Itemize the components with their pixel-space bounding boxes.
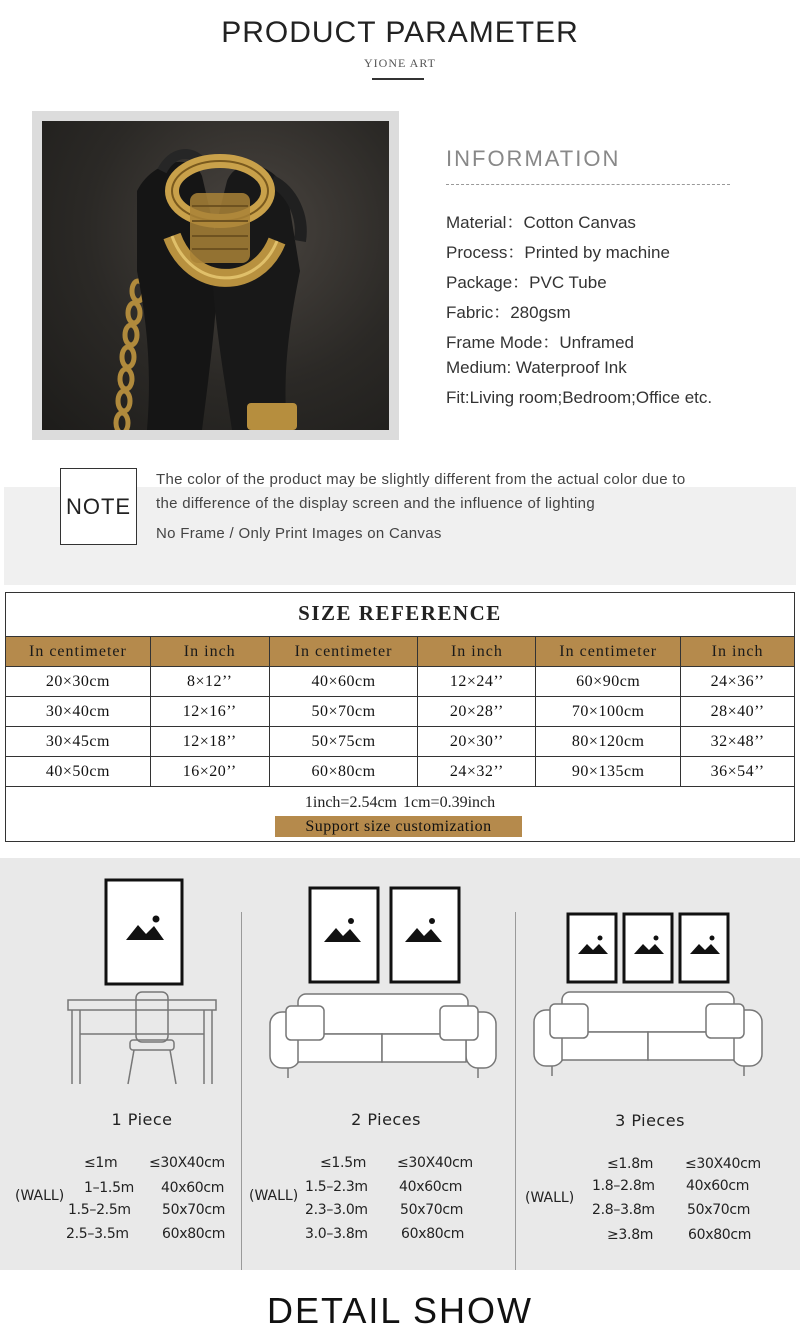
information-heading: INFORMATION	[446, 146, 621, 171]
column-header: In inch	[150, 637, 269, 667]
table-cell: 40×50cm	[6, 757, 151, 787]
frame-size: 40x60cm	[399, 1179, 463, 1195]
table-cell: 90×135cm	[536, 757, 681, 787]
layout-1-label: 1 Piece	[111, 1110, 173, 1129]
info-medium: Medium: Waterproof Ink	[446, 358, 627, 377]
table-cell: 8×12’’	[150, 667, 269, 697]
wall-width: ≥3.8m	[607, 1227, 654, 1243]
table-cell: 28×40’’	[681, 697, 795, 727]
table-cell: 40×60cm	[269, 667, 418, 697]
table-cell: 50×70cm	[269, 697, 418, 727]
column-header: In centimeter	[6, 637, 151, 667]
product-image	[42, 121, 389, 430]
table-cell: 50×75cm	[269, 727, 418, 757]
table-cell: 24×36’’	[681, 667, 795, 697]
table-cell: 32×48’’	[681, 727, 795, 757]
frame-size: 60x80cm	[401, 1226, 465, 1242]
frame-size: 50x70cm	[400, 1202, 464, 1218]
info-package: Package：PVC Tube	[446, 273, 607, 292]
frame-size: 40x60cm	[161, 1180, 225, 1196]
wall-width: 1.8–2.8m	[592, 1178, 655, 1194]
column-header: In inch	[418, 637, 536, 667]
note-line: the difference of the display screen and the influence of lighting	[156, 495, 595, 512]
column-header: In centimeter	[269, 637, 418, 667]
note-label: NOTE	[65, 493, 132, 519]
wall-width: 2.3–3.0m	[305, 1202, 368, 1218]
frame-size: ≤30X40cm	[397, 1155, 473, 1171]
table-cell: 12×18’’	[150, 727, 269, 757]
info-fit: Fit:Living room;Bedroom;Office etc.	[446, 388, 713, 407]
layout-divider	[515, 912, 516, 1270]
wall-width: ≤1.8m	[607, 1156, 654, 1172]
table-cell: 20×30cm	[6, 667, 151, 697]
size-table-header-row	[6, 637, 795, 667]
table-row	[6, 757, 795, 787]
size-reference-heading: SIZE REFERENCE	[298, 601, 502, 625]
wall-width: 1.5–2.3m	[305, 1179, 368, 1195]
title-underline	[372, 78, 424, 80]
wall-width: ≤1m	[84, 1155, 118, 1171]
table-cell: 30×40cm	[6, 697, 151, 727]
wall-width: 1–1.5m	[84, 1180, 135, 1196]
table-cell: 20×28’’	[418, 697, 536, 727]
note-label-box	[60, 468, 137, 545]
frame-size: ≤30X40cm	[685, 1156, 761, 1172]
wall-tag: (WALL)	[249, 1188, 299, 1204]
page-title: PRODUCT PARAMETER	[221, 16, 579, 49]
size-table	[5, 636, 795, 787]
customization-badge: Support size customization	[275, 816, 522, 837]
layout-divider	[241, 912, 242, 1270]
table-row	[6, 727, 795, 757]
table-cell: 24×32’’	[418, 757, 536, 787]
info-process: Process：Printed by machine	[446, 243, 670, 262]
frame-size: 50x70cm	[687, 1202, 751, 1218]
table-cell: 70×100cm	[536, 697, 681, 727]
table-cell: 36×54’’	[681, 757, 795, 787]
brand-subtitle: YIONE ART	[364, 56, 436, 70]
wall-width: 1.5–2.5m	[68, 1202, 131, 1218]
wall-width: ≤1.5m	[320, 1155, 367, 1171]
desk-with-one-frame-illustration	[60, 878, 230, 1088]
layout-2-label: 2 Pieces	[351, 1110, 421, 1129]
table-cell: 16×20’’	[150, 757, 269, 787]
table-cell: 12×16’’	[150, 697, 269, 727]
wall-tag: (WALL)	[15, 1188, 65, 1204]
column-header: In centimeter	[536, 637, 681, 667]
wall-width: 3.0–3.8m	[305, 1226, 368, 1242]
table-cell: 80×120cm	[536, 727, 681, 757]
note-line: No Frame / Only Print Images on Canvas	[156, 525, 442, 542]
wall-width: 2.5–3.5m	[66, 1226, 129, 1242]
wall-width: 2.8–3.8m	[592, 1202, 655, 1218]
info-material: Material：Cotton Canvas	[446, 213, 636, 232]
table-row	[6, 697, 795, 727]
column-header: In inch	[681, 637, 795, 667]
table-row	[6, 667, 795, 697]
frame-size: 50x70cm	[162, 1202, 226, 1218]
frame-size: ≤30X40cm	[149, 1155, 225, 1171]
frame-size: 40x60cm	[686, 1178, 750, 1194]
note-line: The color of the product may be slightly different from the actual color due to	[156, 471, 686, 488]
table-cell: 60×80cm	[269, 757, 418, 787]
detail-show-heading: DETAIL SHOW	[266, 1290, 534, 1331]
information-divider	[446, 184, 730, 185]
frame-size: 60x80cm	[162, 1226, 226, 1242]
frame-size: 60x80cm	[688, 1227, 752, 1243]
hands-with-gold-bracelets-illustration	[42, 121, 389, 430]
table-cell: 20×30’’	[418, 727, 536, 757]
sofa-with-two-frames-illustration	[268, 884, 498, 1084]
layout-3-label: 3 Pieces	[615, 1111, 685, 1130]
table-cell: 30×45cm	[6, 727, 151, 757]
info-frame-mode: Frame Mode：Unframed	[446, 333, 635, 352]
info-fabric: Fabric：280gsm	[446, 303, 571, 322]
table-cell: 60×90cm	[536, 667, 681, 697]
table-cell: 12×24’’	[418, 667, 536, 697]
sofa-with-three-frames-illustration	[532, 910, 764, 1082]
wall-tag: (WALL)	[525, 1190, 575, 1206]
unit-conversion: 1inch=2.54cm 1cm=0.39inch	[304, 794, 496, 811]
